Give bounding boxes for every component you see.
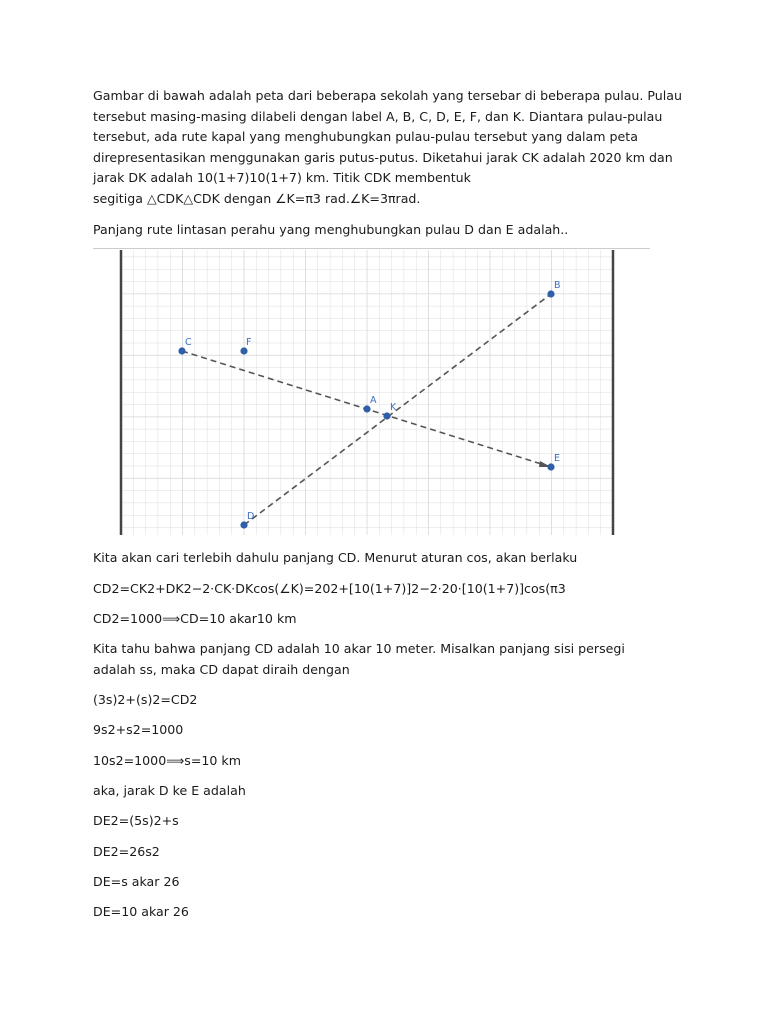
point-d [240,521,247,528]
equation-de-final: DE=10 akar 26 [93,904,189,919]
point-k [383,412,390,419]
intro-line: tersebut masing-masing dilabeli dengan label A, B, C, D, E, F, dan K. Diantara pulau-pulau [93,108,663,124]
equation-cd-cos-rule: CD2=CK2+DK2−2⋅CK⋅DKcos(∠K)=202+[10(1+7)]2−2⋅20⋅[10(1+7)]cos(π3 [93,581,566,596]
intro-line: direpresentasikan menggunakan garis putus-putus. Diketahui jarak CK adalah 2020 km dan [93,149,673,165]
intro-line: segitiga △CDK△CDK dengan ∠K=π3 rad.∠K=3πrad. [93,190,421,206]
island-map-figure [93,248,650,535]
point-a [363,405,370,412]
equation-de-26s2: DE2=26s2 [93,844,160,859]
equation-square-sides: (3s)2+(s)2=CD2 [93,692,198,707]
label-d: D [247,511,255,522]
label-c: C [185,337,192,348]
solution-text-de: aka, jarak D ke E adalah [93,783,246,798]
equation-de-squared: DE2=(5s)2+s [93,813,179,828]
island-map [93,248,650,535]
solution-intro-cd: Kita akan cari terlebih dahulu panjang CD. Menurut aturan cos, akan berlaku [93,550,578,565]
label-b: B [554,280,561,291]
point-b [547,290,554,297]
solution-text-line: adalah ss, maka CD dapat diraih dengan [93,662,350,677]
intro-line: Gambar di bawah adalah peta dari beberapa sekolah yang tersebar di beberapa pulau. Pulau [93,88,682,103]
solution-text-line: Kita tahu bahwa panjang CD adalah 10 akar 10 meter. Misalkan panjang sisi persegi [93,641,625,656]
label-k: K [390,402,397,413]
intro-line: tersebut, ada rute kapal yang menghubungkan pulau-pulau tersebut yang dalam peta [93,129,638,144]
point-e [547,463,554,470]
figure-top-border [93,248,650,249]
point-f [240,347,247,354]
equation-sum-squares: 9s2+s2=1000 [93,722,184,737]
intro-paragraph [93,86,683,209]
equation-cd-result: CD2=1000⟹CD=10 akar10 km [93,611,297,626]
equation-s-result: 10s2=1000⟹s=10 km [93,753,241,768]
label-e: E [554,453,561,464]
intro-line: jarak DK adalah 10(1+7)10(1+7) km. Titik CDK membentuk [93,170,471,185]
question-text: Panjang rute lintasan perahu yang menghubungkan pulau D dan E adalah.. [93,222,569,237]
label-a: A [370,395,377,406]
label-f: F [246,337,252,348]
equation-de-s-root26: DE=s akar 26 [93,874,180,889]
point-c [178,347,185,354]
map-grid [121,250,613,535]
